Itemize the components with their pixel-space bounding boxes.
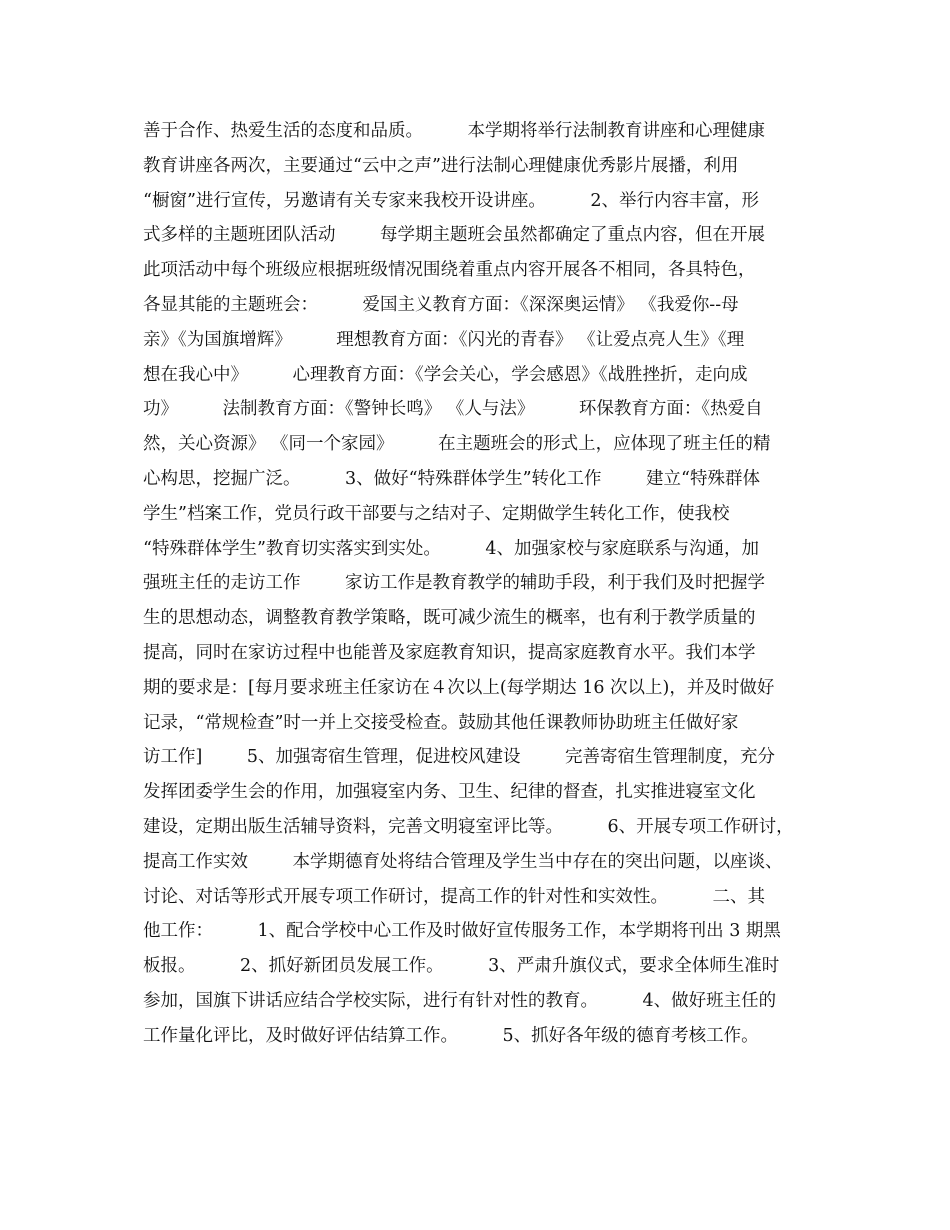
text-line: 此项活动中每个班级应根据班级情况围绕着重点内容开展各不相同，各具特色， <box>143 260 756 281</box>
text-line: 学生”档案工作，党员行政干部要与之结对子、定期做学生转化工作，使我校 <box>143 503 730 524</box>
text-line: 参加，国旗下讲话应结合学校实际，进行有针对性的教育。 4、做好班主任的 <box>143 990 777 1011</box>
text-line: 提高工作实效 本学期德育处将结合管理及学生当中存在的突出问题，以座谈、 <box>143 851 783 872</box>
text-line: “特殊群体学生”教育切实落实到实处。 4、加强家校与家庭联系与沟通，加 <box>143 538 760 559</box>
text-line: 讨论、对话等形式开展专项工作研讨，提高工作的针对性和实效性。 二、其 <box>143 886 765 907</box>
text-line: 记录，“常规检查”时一并上交接受检查。鼓励其他任课教师协助班主任做好家 <box>143 712 739 733</box>
text-line: 式多样的主题班团队活动 每学期主题班会虽然都确定了重点内容，但在开展 <box>143 225 765 246</box>
text-line: 期的要求是：[每月要求班主任家访在４次以上(每学期达 16 次以上)，并及时做好 <box>143 677 775 698</box>
text-line: 亲》《为国旗增辉》 理想教育方面：《闪光的青春》 《让爱点亮人生》《理 <box>143 329 745 350</box>
text-line: 强班主任的走访工作 家访工作是教育教学的辅助手段，利于我们及时把握学 <box>143 573 765 594</box>
text-line: 教育讲座各两次，主要通过“云中之声”进行法制心理健康优秀影片展播，利用 <box>143 155 739 176</box>
text-line: 善于合作、热爱生活的态度和品质。 本学期将举行法制教育讲座和心理健康 <box>143 121 765 141</box>
text-line: 板报。 2、抓好新团员发展工作。 3、严肃升旗仪式，要求全体师生准时 <box>143 956 780 977</box>
text-line: 提高，同时在家访过程中也能普及家庭教育知识，提高家庭教育水平。我们本学 <box>143 642 756 663</box>
document-body <box>143 114 811 1054</box>
text-line: 生的思想动态，调整教育教学策略，既可减少流生的概率，也有利于教学质量的 <box>143 608 756 629</box>
text-line: 他工作： 1、配合学校中心工作及时做好宣传服务工作，本学期将刊出 3 期黑 <box>143 921 781 942</box>
text-line: “橱窗”进行宣传，另邀请有关专家来我校开设讲座。 2、举行内容丰富，形 <box>143 190 760 211</box>
text-line: 心构思，挖掘广泛。 3、做好“特殊群体学生”转化工作 建立“特殊群体 <box>143 468 760 489</box>
text-line: 然，关心资源》 《同一个家园》 在主题班会的形式上，应体现了班主任的精 <box>143 434 771 455</box>
text-line: 功》 法制教育方面：《警钟长鸣》 《人与法》 环保教育方面：《热爱自 <box>143 399 763 420</box>
text-line: 发挥团委学生会的作用，加强寝室内务、卫生、纪律的督查，扎实推进寝室文化 <box>143 782 756 803</box>
text-line: 想在我心中》 心理教育方面：《学会关心，学会感恩》《战胜挫折，走向成 <box>143 364 748 385</box>
text-line: 工作量化评比，及时做好评估结算工作。 5、抓好各年级的德育考核工作。 <box>143 1025 759 1046</box>
text-line: 访工作] 5、加强寄宿生管理，促进校风建设 完善寄宿生管理制度，充分 <box>143 747 775 768</box>
text-line: 建设，定期出版生活辅导资料，完善文明寝室评比等。 6、开展专项工作研讨， <box>143 816 794 837</box>
text-line: 各显其能的主题班会： 爱国主义教育方面：《深深奥运情》 《我爱你--母 <box>143 294 739 315</box>
